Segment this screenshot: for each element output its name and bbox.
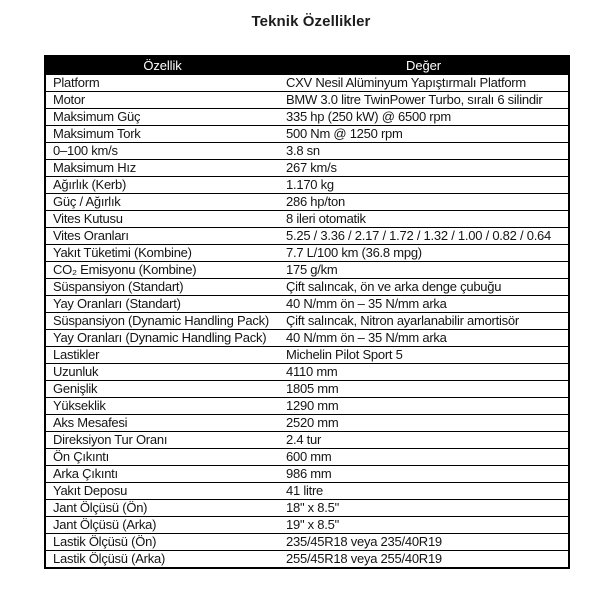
value-cell: 8 ileri otomatik — [279, 211, 569, 228]
feature-cell: Lastik Ölçüsü (Arka) — [45, 551, 279, 569]
table-row — [45, 279, 569, 296]
value-cell: 175 g/km — [279, 262, 569, 279]
table-row — [45, 500, 569, 517]
feature-cell: Yakıt Tüketimi (Kombine) — [45, 245, 279, 262]
value-cell: 7.7 L/100 km (36.8 mpg) — [279, 245, 569, 262]
value-cell: 40 N/mm ön – 35 N/mm arka — [279, 330, 569, 347]
value-cell: 3.8 sn — [279, 143, 569, 160]
table-row — [45, 466, 569, 483]
value-cell: 1290 mm — [279, 398, 569, 415]
feature-cell: Genişlik — [45, 381, 279, 398]
feature-cell: Platform — [45, 75, 279, 92]
feature-cell: Jant Ölçüsü (Ön) — [45, 500, 279, 517]
table-row — [45, 126, 569, 143]
value-cell: 255/45R18 veya 255/40R19 — [279, 551, 569, 569]
feature-cell: Arka Çıkıntı — [45, 466, 279, 483]
table-row — [45, 415, 569, 432]
value-cell: 286 hp/ton — [279, 194, 569, 211]
feature-cell: Maksimum Tork — [45, 126, 279, 143]
feature-cell: Uzunluk — [45, 364, 279, 381]
value-cell: 19" x 8.5" — [279, 517, 569, 534]
value-cell: 1.170 kg — [279, 177, 569, 194]
value-cell: Çift salıncak, ön ve arka denge çubuğu — [279, 279, 569, 296]
table-row — [45, 449, 569, 466]
table-row — [45, 551, 569, 569]
value-cell: 235/45R18 veya 235/40R19 — [279, 534, 569, 551]
feature-cell: Yakıt Deposu — [45, 483, 279, 500]
feature-cell: CO₂ Emisyonu (Kombine) — [45, 262, 279, 279]
feature-cell: 0–100 km/s — [45, 143, 279, 160]
feature-cell: Aks Mesafesi — [45, 415, 279, 432]
feature-cell: Yay Oranları (Standart) — [45, 296, 279, 313]
feature-cell: Yükseklik — [45, 398, 279, 415]
table-row — [45, 330, 569, 347]
feature-cell: Lastikler — [45, 347, 279, 364]
table-row — [45, 194, 569, 211]
value-cell: 986 mm — [279, 466, 569, 483]
table-row — [45, 534, 569, 551]
table-row — [45, 296, 569, 313]
table-row — [45, 432, 569, 449]
feature-cell: Jant Ölçüsü (Arka) — [45, 517, 279, 534]
table-row — [45, 245, 569, 262]
table-row — [45, 211, 569, 228]
feature-cell: Maksimum Güç — [45, 109, 279, 126]
feature-cell: Vites Kutusu — [45, 211, 279, 228]
feature-cell: Güç / Ağırlık — [45, 194, 279, 211]
table-row — [45, 160, 569, 177]
value-cell: Michelin Pilot Sport 5 — [279, 347, 569, 364]
value-cell: 18" x 8.5" — [279, 500, 569, 517]
feature-cell: Motor — [45, 92, 279, 109]
table-row — [45, 262, 569, 279]
table-row — [45, 109, 569, 126]
value-cell: 2.4 tur — [279, 432, 569, 449]
table-row — [45, 347, 569, 364]
feature-cell: Ağırlık (Kerb) — [45, 177, 279, 194]
value-cell: 500 Nm @ 1250 rpm — [279, 126, 569, 143]
value-cell: 267 km/s — [279, 160, 569, 177]
column-header-feature: Özellik — [45, 56, 279, 75]
table-row — [45, 517, 569, 534]
table-row — [45, 75, 569, 92]
table-row — [45, 313, 569, 330]
value-cell: BMW 3.0 litre TwinPower Turbo, sıralı 6 silindir — [279, 92, 569, 109]
value-cell: 40 N/mm ön – 35 N/mm arka — [279, 296, 569, 313]
spec-table — [44, 55, 570, 569]
value-cell: 335 hp (250 kW) @ 6500 rpm — [279, 109, 569, 126]
table-row — [45, 483, 569, 500]
feature-cell: Yay Oranları (Dynamic Handling Pack) — [45, 330, 279, 347]
table-row — [45, 364, 569, 381]
feature-cell: Direksiyon Tur Oranı — [45, 432, 279, 449]
value-cell: Çift salıncak, Nitron ayarlanabilir amortisör — [279, 313, 569, 330]
table-row — [45, 92, 569, 109]
feature-cell: Lastik Ölçüsü (Ön) — [45, 534, 279, 551]
feature-cell: Süspansiyon (Dynamic Handling Pack) — [45, 313, 279, 330]
spec-table-body — [45, 75, 569, 569]
table-row — [45, 381, 569, 398]
feature-cell: Maksimum Hız — [45, 160, 279, 177]
table-row — [45, 228, 569, 245]
value-cell: 41 litre — [279, 483, 569, 500]
column-header-value: Değer — [279, 56, 569, 75]
feature-cell: Süspansiyon (Standart) — [45, 279, 279, 296]
page-title: Teknik Özellikler — [251, 13, 371, 30]
value-cell: 600 mm — [279, 449, 569, 466]
table-row — [45, 143, 569, 160]
table-row — [45, 398, 569, 415]
table-header-row — [45, 56, 569, 75]
value-cell: 4110 mm — [279, 364, 569, 381]
table-row — [45, 177, 569, 194]
feature-cell: Ön Çıkıntı — [45, 449, 279, 466]
value-cell: 2520 mm — [279, 415, 569, 432]
value-cell: 1805 mm — [279, 381, 569, 398]
value-cell: CXV Nesil Alüminyum Yapıştırmalı Platform — [279, 75, 569, 92]
value-cell: 5.25 / 3.36 / 2.17 / 1.72 / 1.32 / 1.00 / 0.82 / 0.64 — [279, 228, 569, 245]
feature-cell: Vites Oranları — [45, 228, 279, 245]
